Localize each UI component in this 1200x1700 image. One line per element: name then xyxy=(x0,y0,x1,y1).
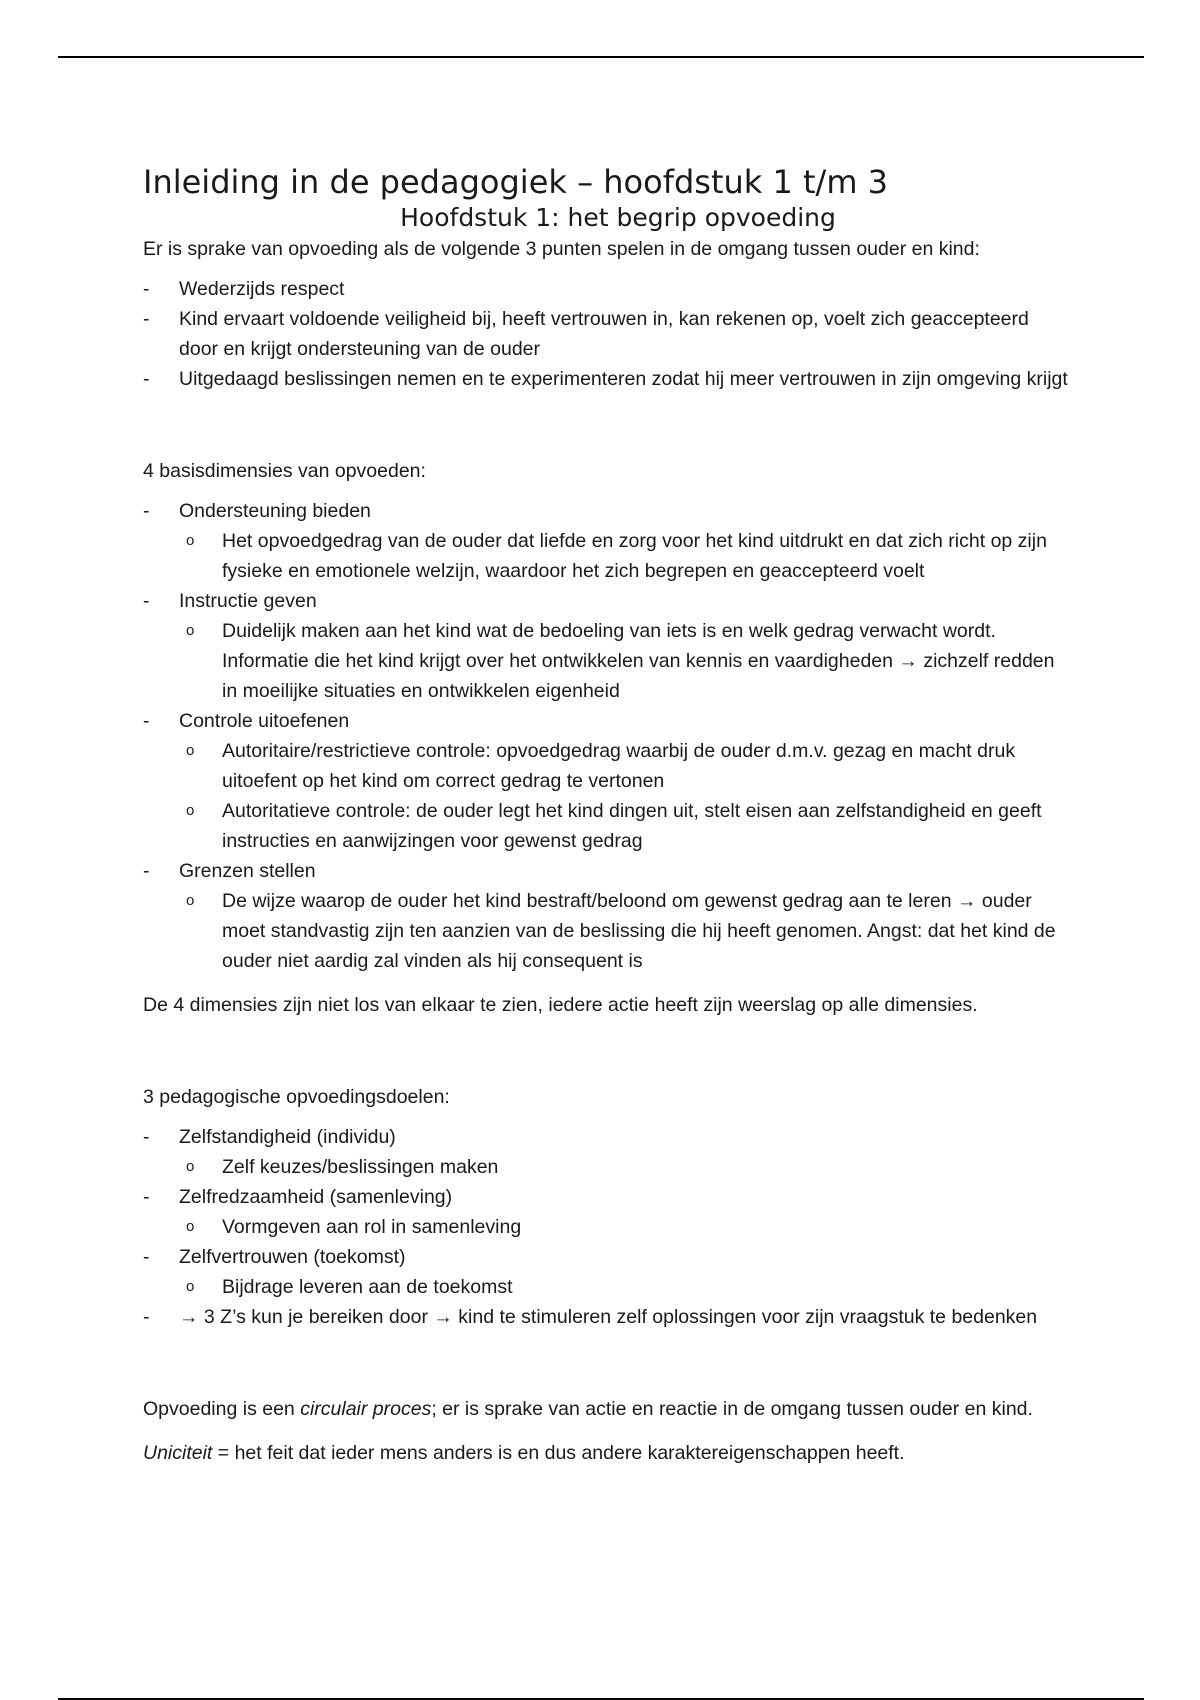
goal-summary: → 3 Z’s kun je bereiken door → kind te stimuleren zelf oplossingen voor zijn vraagstuk te bedenken xyxy=(179,1306,1038,1328)
circle-marker: o xyxy=(186,892,195,909)
dash-marker: - xyxy=(143,1306,150,1328)
goal-label: Zelfvertrouwen (toekomst) xyxy=(179,1246,406,1268)
list-item-text: Wederzijds respect xyxy=(179,278,345,300)
header-rule xyxy=(58,56,1144,58)
dash-marker: - xyxy=(143,860,150,882)
goal-detail xyxy=(143,1212,1073,1242)
list-item xyxy=(143,364,1073,394)
list-item xyxy=(143,274,1073,304)
list-item-text: Kind ervaart voldoende veiligheid bij, heeft vertrouwen in, kan rekenen op, voelt zich geaccepteerd door en krijgt ondersteuning van de ouder xyxy=(179,308,1029,360)
goal-item xyxy=(143,1242,1073,1302)
document-title: Inleiding in de pedagogiek – hoofdstuk 1 t/m 3 xyxy=(143,163,889,201)
dimensions-note: De 4 dimensies zijn niet los van elkaar te zien, iedere actie heeft zijn weerslag op alle dimensies. xyxy=(143,994,978,1016)
detail-text: Vormgeven aan rol in samenleving xyxy=(222,1216,522,1238)
dimension-detail xyxy=(143,526,1073,586)
goal-summary-item xyxy=(143,1302,1073,1332)
dash-marker: - xyxy=(143,590,150,612)
dash-marker: - xyxy=(143,1186,150,1208)
circular-after: ; er is sprake van actie en reactie in de omgang tussen ouder en kind. xyxy=(431,1398,1033,1420)
chapter-heading: Hoofdstuk 1: het begrip opvoeding xyxy=(400,203,836,232)
circular-before: Opvoeding is een xyxy=(143,1398,301,1420)
dash-marker: - xyxy=(143,1126,150,1148)
dimension-item xyxy=(143,586,1073,706)
detail-text: Autoritaire/restrictieve controle: opvoedgedrag waarbij de ouder d.m.v. gezag en macht druk uitoefent op het kind om correct gedrag te vertonen xyxy=(222,740,1016,792)
circle-marker: o xyxy=(186,1218,195,1235)
dimension-detail xyxy=(143,736,1073,796)
goal-label: Zelfstandigheid (individu) xyxy=(179,1126,396,1148)
dimension-item xyxy=(143,496,1073,586)
circle-marker: o xyxy=(186,742,195,759)
detail-text: De wijze waarop de ouder het kind bestraft/beloond om gewenst gedrag aan te leren → ouder moet standvastig zijn ten aanzien van de beslissing die hij heeft genomen. Angst: dat het kind de ouder niet aardig zal vinden als hij consequent is xyxy=(222,890,1056,972)
circle-marker: o xyxy=(186,532,195,549)
dimension-label: Controle uitoefenen xyxy=(179,710,350,732)
detail-text: Het opvoedgedrag van de ouder dat liefde en zorg voor het kind uitdrukt en dat zich richt op zijn fysieke en emotionele welzijn, waardoor het zich begrepen en geaccepteerd voelt xyxy=(222,530,1047,582)
dash-marker: - xyxy=(143,278,150,300)
goal-item xyxy=(143,1182,1073,1242)
goals-list xyxy=(143,1122,1073,1332)
goal-label: Zelfredzaamheid (samenleving) xyxy=(179,1186,453,1208)
dimension-label: Instructie geven xyxy=(179,590,317,612)
dash-marker: - xyxy=(143,308,150,330)
document-page xyxy=(143,162,1073,1468)
list-item-text: Uitgedaagd beslissingen nemen en te experimenteren zodat hij meer vertrouwen in zijn omgeving krijgt xyxy=(179,368,1068,390)
dash-marker: - xyxy=(143,710,150,732)
uniqueness-term: Uniciteit xyxy=(143,1442,213,1464)
dimensions-list xyxy=(143,496,1073,976)
goal-detail xyxy=(143,1152,1073,1182)
dimension-detail xyxy=(143,616,1073,706)
detail-text: Zelf keuzes/beslissingen maken xyxy=(222,1156,499,1178)
dimension-detail xyxy=(143,886,1073,976)
circle-marker: o xyxy=(186,1278,195,1295)
goal-item xyxy=(143,1122,1073,1182)
circular-process-paragraph xyxy=(143,1394,1073,1424)
dimension-item xyxy=(143,856,1073,976)
circle-marker: o xyxy=(186,802,195,819)
intro-paragraph: Er is sprake van opvoeding als de volgende 3 punten spelen in de omgang tussen ouder en kind: xyxy=(143,238,980,260)
circle-marker: o xyxy=(186,1158,195,1175)
dimensions-heading: 4 basisdimensies van opvoeden: xyxy=(143,460,426,482)
goals-heading: 3 pedagogische opvoedingsdoelen: xyxy=(143,1086,450,1108)
uniqueness-definition: = het feit dat ieder mens anders is en dus andere karaktereigenschappen heeft. xyxy=(212,1442,905,1464)
circular-term: circulair proces xyxy=(300,1398,432,1420)
detail-text: Autoritatieve controle: de ouder legt het kind dingen uit, stelt eisen aan zelfstandigheid en geeft instructies en aanwijzingen voor gewenst gedrag xyxy=(222,800,1042,852)
dash-marker: - xyxy=(143,500,150,522)
detail-text: Bijdrage leveren aan de toekomst xyxy=(222,1276,513,1298)
detail-text: Duidelijk maken aan het kind wat de bedoeling van iets is en welk gedrag verwacht wordt. Informatie die het kind krijgt over het ontwikkelen van kennis en vaardigheden → zichzelf redden in moeilijke situaties en ontwikkelen eigenheid xyxy=(222,620,1055,702)
circle-marker: o xyxy=(186,622,195,639)
dimension-label: Grenzen stellen xyxy=(179,860,316,882)
dimension-item xyxy=(143,706,1073,856)
uniqueness-paragraph xyxy=(143,1438,1073,1468)
list-item xyxy=(143,304,1073,364)
dimension-label: Ondersteuning bieden xyxy=(179,500,371,522)
goal-detail xyxy=(143,1272,1073,1302)
intro-list xyxy=(143,274,1073,394)
dimension-detail xyxy=(143,796,1073,856)
dash-marker: - xyxy=(143,368,150,390)
dash-marker: - xyxy=(143,1246,150,1268)
